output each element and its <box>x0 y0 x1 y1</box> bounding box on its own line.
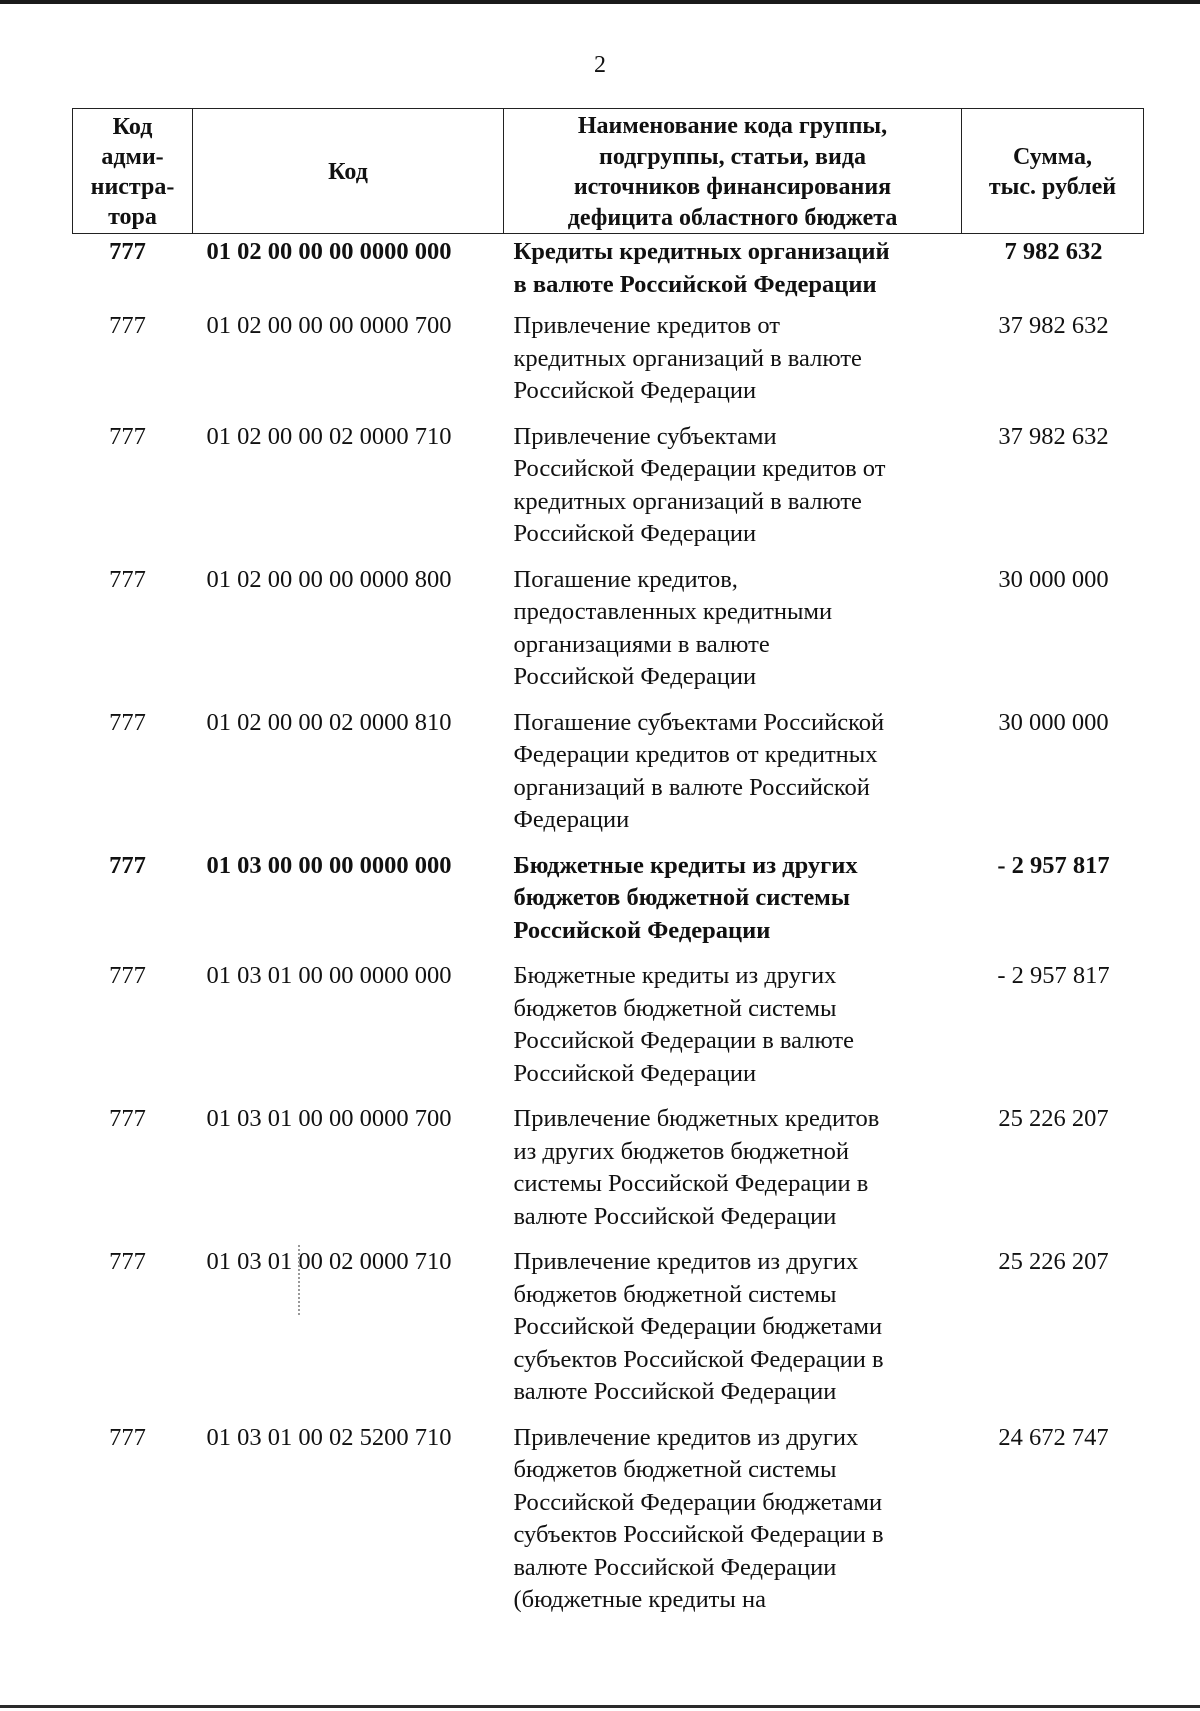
cell-name-line: кредитных организаций в валюте <box>513 344 862 372</box>
cell-sum: 7 982 632 <box>1004 238 1103 265</box>
cell-name-line: Привлечение бюджетных кредитов <box>513 1105 880 1132</box>
cell-name-line: субъектов Российской Федерации в <box>513 1345 884 1373</box>
cell-code: 01 02 00 00 00 0000 700 <box>206 312 452 339</box>
cell-admin-code: 777 <box>109 1105 146 1132</box>
table-row <box>73 301 1144 412</box>
cell-sum: 24 672 747 <box>998 1423 1109 1451</box>
table-row <box>73 234 1144 302</box>
table-row <box>73 1413 1144 1621</box>
cell-name-line: в валюте Российской Федерации <box>513 270 877 298</box>
cell-admin-code: 777 <box>109 312 146 339</box>
cell-admin-code: 777 <box>109 422 146 450</box>
cell-admin-code: 777 <box>109 238 146 265</box>
cell-code: 01 02 00 00 00 0000 800 <box>206 565 452 593</box>
scan-artifact-dots <box>298 1245 302 1315</box>
header-sum <box>962 109 1144 234</box>
header-line: нистра- <box>90 174 175 200</box>
cell-admin-code: 777 <box>109 565 146 593</box>
cell-admin-code: 777 <box>109 851 146 879</box>
cell-name <box>504 951 962 1094</box>
cell-code: 01 02 00 00 00 0000 000 <box>206 238 452 265</box>
table-row <box>73 412 1144 555</box>
financing-sources-table <box>72 108 1144 1621</box>
header-line: тыс. рублей <box>988 174 1117 200</box>
cell-sum: 30 000 000 <box>998 565 1109 593</box>
cell-name-line: Российской Федерации бюджетами <box>513 1313 883 1340</box>
table-header-row <box>73 109 1144 234</box>
cell-name-line: Погашение субъектами Российской <box>513 708 885 736</box>
cell-code: 01 03 01 00 00 0000 700 <box>206 1105 452 1132</box>
scan-edge-bottom <box>0 1705 1200 1708</box>
header-line: Код <box>112 114 153 140</box>
cell-sum: 25 226 207 <box>998 1248 1109 1275</box>
cell-code: 01 03 01 00 00 0000 000 <box>206 962 452 989</box>
cell-sum: 30 000 000 <box>998 708 1109 736</box>
table-row <box>73 555 1144 698</box>
cell-name-line: предоставленных кредитными <box>513 598 833 625</box>
cell-name-line: из других бюджетов бюджетной <box>513 1137 850 1165</box>
cell-name-line: Привлечение кредитов из других <box>513 1248 859 1275</box>
cell-name-line: субъектов Российской Федерации в <box>513 1521 884 1548</box>
cell-code: 01 03 01 00 02 5200 710 <box>206 1423 452 1451</box>
cell-admin-code: 777 <box>109 1248 146 1275</box>
cell-name-line: бюджетов бюджетной системы <box>513 994 837 1022</box>
header-line: адми- <box>101 144 164 170</box>
cell-name-line: бюджетов бюджетной системы <box>513 884 851 911</box>
cell-admin-code: 777 <box>109 1423 146 1451</box>
cell-name-line: Погашение кредитов, <box>513 565 738 593</box>
cell-sum: 37 982 632 <box>998 312 1109 339</box>
cell-name-line: бюджетов бюджетной системы <box>513 1456 837 1483</box>
header-line: подгруппы, статьи, вида <box>599 143 866 170</box>
cell-name-line: валюте Российской Федерации <box>513 1378 837 1405</box>
cell-admin-code: 777 <box>109 708 146 736</box>
cell-name-line: Привлечение субъектами <box>513 422 777 450</box>
cell-name <box>504 698 962 841</box>
cell-name-line: Привлечение кредитов из других <box>513 1423 859 1451</box>
scan-edge-top <box>0 0 1200 4</box>
cell-name-line: кредитных организаций в валюте <box>513 487 862 515</box>
cell-admin-code: 777 <box>109 962 146 989</box>
cell-name <box>504 301 962 412</box>
cell-name <box>504 412 962 555</box>
page-number: 2 <box>594 52 606 78</box>
cell-name-line: валюте Российской Федерации <box>513 1202 837 1230</box>
cell-name-line: валюте Российской Федерации <box>513 1553 837 1581</box>
cell-name-line: Федерации кредитов от кредитных <box>513 741 878 768</box>
cell-name <box>504 234 962 302</box>
cell-name-line: Российской Федерации бюджетами <box>513 1488 883 1516</box>
cell-name-line: Бюджетные кредиты из других <box>513 962 837 989</box>
table-row <box>73 698 1144 841</box>
header-admin-code <box>73 109 193 234</box>
cell-code: 01 02 00 00 02 0000 710 <box>206 422 452 450</box>
header-code: Код <box>193 109 504 234</box>
cell-name <box>504 1237 962 1413</box>
cell-name-line: Кредиты кредитных организаций <box>513 238 890 265</box>
cell-sum: 37 982 632 <box>998 422 1109 450</box>
cell-code: 01 02 00 00 02 0000 810 <box>206 708 452 736</box>
header-name <box>504 109 962 234</box>
cell-name-line: Российской Федерации кредитов от <box>513 455 886 482</box>
cell-code: 01 03 01 00 02 0000 710 <box>206 1248 452 1275</box>
cell-sum: 25 226 207 <box>998 1105 1109 1132</box>
cell-name <box>504 841 962 952</box>
cell-name-line: (бюджетные кредиты на <box>513 1586 766 1613</box>
header-line: источников финансирования <box>573 174 892 200</box>
cell-name-line: организаций в валюте Российской <box>513 773 870 801</box>
header-line: дефицита областного бюджета <box>567 204 898 231</box>
cell-name-line: Федерации <box>513 806 630 833</box>
cell-sum: - 2 957 817 <box>997 962 1110 989</box>
table-row <box>73 841 1144 952</box>
table-row <box>73 1237 1144 1413</box>
table-body <box>73 234 1144 1621</box>
header-line: Сумма, <box>1013 144 1092 170</box>
cell-name <box>504 1094 962 1237</box>
cell-name-line: Российской Федерации <box>513 1059 757 1087</box>
cell-code: 01 03 00 00 00 0000 000 <box>206 851 452 879</box>
header-line: Наименование кода группы, <box>577 113 888 139</box>
cell-name <box>504 555 962 698</box>
table-row <box>73 951 1144 1094</box>
cell-name-line: Российской Федерации <box>513 916 771 944</box>
header-line: тора <box>108 204 157 230</box>
cell-name-line: Российской Федерации в валюте <box>513 1027 855 1054</box>
cell-name-line: бюджетов бюджетной системы <box>513 1280 837 1308</box>
cell-name-line: Бюджетные кредиты из других <box>513 851 858 879</box>
cell-name-line: организациями в валюте <box>513 630 770 658</box>
cell-sum: - 2 957 817 <box>997 851 1110 879</box>
cell-name-line: Российской Федерации <box>513 520 757 547</box>
cell-name <box>504 1413 962 1621</box>
table-row <box>73 1094 1144 1237</box>
cell-name-line: системы Российской Федерации в <box>513 1170 869 1197</box>
cell-name-line: Российской Федерации <box>513 663 757 690</box>
cell-name-line: Российской Федерации <box>513 377 757 404</box>
cell-name-line: Привлечение кредитов от <box>513 312 780 339</box>
